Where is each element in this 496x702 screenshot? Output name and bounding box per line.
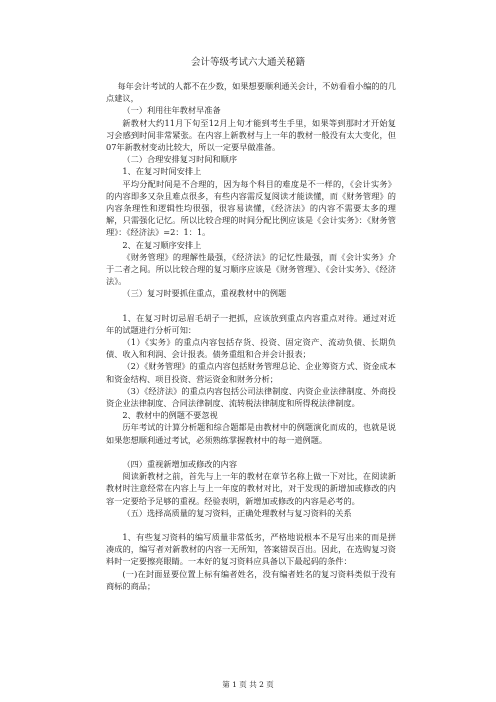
paragraph: 平均分配时间是不合理的，因为每个科目的难度是不一样的，《会计实务》的内容即多又杂且难点很多，有些内容需反复阅读才能读懂，而《财务管理》的内容条理性和逻辑性均很强，很容易读懂，《经济法》的内容不需要太多的理解，只需强化记忆。所以比较合理的时间分配比例应该是《会计实务》：《财务管理》：《经济法》=2：1：1。 [106,178,396,238]
paragraph: （1）《实务》的重点内容包括存货、投资、固定资产、流动负债、长期负债、收入和利润、会计报表。债务重组和合并会计报表； [106,337,396,360]
paragraph: 1、在复习时间安排上 [122,166,202,177]
paragraph: 《财务管理》的理解性最强，《经济法》的记忆性最强，而《会计实务》介于二者之间。所以比较合理的复习顺序应该是《财务管理》、《会计实务》、《经济法》。 [106,251,396,287]
paragraph: 历年考试的计算分析题和综合题都是由教材中的例题演化而成的，也就是说如果您想顺利通过考试，必须熟练掌握教材中的每一道例题。 [106,422,396,445]
paragraph: （一）利用往年教材早准备 [122,105,221,116]
paragraph: 1、在复习时切忌眉毛胡子一把抓，应该放到重点内容重点对待。通过对近年的试题进行分析可知： [106,312,396,335]
paragraph: 阅读新教材之前，首先与上一年的教材在章节名称上做一下对比，在阅读新教材时注意经常在内容上与上一年度的教材对比，对于发现的新增加或修改的内容一定要给予足够的重视。经验表明，新增加或修改的内容是必考的。 [106,471,396,506]
paragraph: （三）复习时要抓住重点，重视教材中的例题 [122,288,287,299]
paragraph-gap [106,446,396,458]
page-footer: 第 1 页 共 2 页 [222,680,274,689]
paragraph: 每年会计考试的人都不在少数，如果想要顺利通关会计，不妨看看小编的的几点建议， [106,81,396,104]
paragraph-gap [106,519,396,531]
paragraph: (一)在封面显要位置上标有编者姓名，没有编者姓名的复习资料类似于没有商标的商品； [106,568,396,591]
document-body [106,80,396,592]
paragraph: （五）选择高质量的复习资料，正确处理教材与复习资料的关系 [122,507,352,518]
document-title: 会计等级考试六大通关秘籍 [190,57,305,68]
paragraph: 2、在复习顺序安排上 [122,239,202,250]
paragraph-gap [106,300,396,312]
paragraph: 新教材大约11月下旬至12月上旬才能到考生手里，如果等到那时才开始复习会感到时间非常紧张。在内容上新教材与上一年的教材一般没有太大变化，但07年新教材变动比较大，所以一定要早做准备。 [106,117,396,153]
paragraph: 2、教材中的例题不要忽视 [122,410,218,421]
paragraph: （四）重视新增加或修改的内容 [122,458,238,469]
paragraph: （3）《经济法》的重点内容包括公司法律制度、内资企业法律制度、外商投资企业法律制度、合同法律制度、流转税法律制度和所得税法律制度。 [106,385,396,409]
paragraph: （二）合理安排复习时间和顺序 [122,154,238,165]
paragraph: 1、有些复习资料的编写质量非常低劣，严格地说根本不是写出来的而是拼凑成的，编写者对新教材的内容一无所知，答案错误百出。因此，在选购复习资料时一定要擦亮眼睛。一本好的复习资料应具备以下最起码的条件： [106,531,396,567]
paragraph: （2）《财务管理》的重点内容包括财务管理总论、企业筹资方式、资金成本和资金结构、项目投资、营运资金和财务分析； [106,361,396,384]
